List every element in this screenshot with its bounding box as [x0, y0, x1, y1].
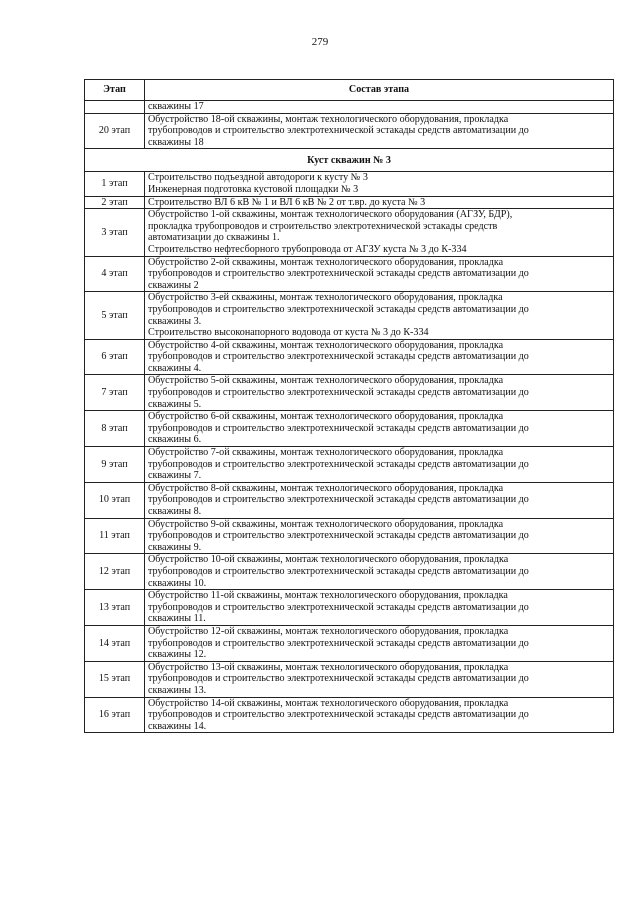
table-row — [85, 661, 614, 697]
table-row — [85, 625, 614, 661]
description-line: скважины 18 — [148, 136, 204, 148]
description-line: Строительство подъездной автодороги к кусту № 3 — [148, 172, 368, 184]
description-cell — [145, 209, 614, 256]
description-cell — [145, 375, 614, 411]
stage-cell: 8 этап — [85, 411, 145, 447]
stage-cell: 1 этап — [85, 172, 145, 196]
group-row — [85, 149, 614, 172]
description-cell — [145, 554, 614, 590]
stage-cell: 5 этап — [85, 292, 145, 339]
description-cell — [145, 482, 614, 518]
description-cell — [145, 292, 614, 339]
description-line: Обустройство 2-ой скважины, монтаж технологического оборудования, прокладка — [148, 256, 504, 268]
description-cell — [145, 697, 614, 733]
stage-cell: 2 этап — [85, 196, 145, 209]
stage-cell: 3 этап — [85, 209, 145, 256]
table-row — [85, 447, 614, 483]
group-section — [85, 149, 614, 172]
description-cell — [145, 196, 614, 209]
description-line: скважины 17 — [148, 101, 204, 112]
description-cell — [145, 101, 614, 114]
table-row — [85, 101, 614, 114]
description-line: трубопроводов и строительство электротехнической эстакады средств автоматизации до — [148, 709, 529, 721]
description-line: скважины 13. — [148, 684, 207, 696]
description-line: скважины 6. — [148, 434, 202, 446]
stage-cell: 20 этап — [85, 113, 145, 149]
description-line: трубопроводов и строительство электротехнической эстакады средств автоматизации до — [148, 530, 529, 542]
stage-cell: 9 этап — [85, 447, 145, 483]
description-line: скважины 5. — [148, 398, 202, 410]
table-row — [85, 196, 614, 209]
description-line: Обустройство 9-ой скважины, монтаж технологического оборудования, прокладка — [148, 518, 504, 530]
description-line: Обустройство 7-ой скважины, монтаж технологического оборудования, прокладка — [148, 447, 504, 459]
description-line: скважины 9. — [148, 541, 202, 553]
description-line: скважины 4. — [148, 362, 202, 374]
stage-cell: 7 этап — [85, 375, 145, 411]
description-cell — [145, 113, 614, 149]
description-line: Обустройство 18-ой скважины, монтаж технологического оборудования, прокладка — [148, 113, 509, 125]
header-stage: Этап — [85, 80, 145, 101]
description-cell — [145, 172, 614, 196]
description-line: скважины 7. — [148, 470, 202, 482]
table-row — [85, 292, 614, 339]
table-header-row — [85, 80, 614, 101]
description-line: трубопроводов и строительство электротехнической эстакады средств автоматизации до — [148, 458, 529, 470]
table-row — [85, 172, 614, 196]
table-row — [85, 411, 614, 447]
table-row — [85, 482, 614, 518]
description-line: скважины 3. — [148, 315, 202, 327]
stages-table — [84, 79, 614, 733]
description-line: Обустройство 14-ой скважины, монтаж технологического оборудования, прокладка — [148, 697, 509, 709]
description-line: трубопроводов и строительство электротехнической эстакады средств автоматизации до — [148, 303, 529, 315]
description-cell — [145, 590, 614, 626]
table-row — [85, 518, 614, 554]
description-line: скважины 11. — [148, 613, 206, 625]
table-body-before — [85, 101, 614, 149]
stage-cell — [85, 101, 145, 114]
description-line: трубопроводов и строительство электротехнической эстакады средств автоматизации до — [148, 125, 529, 137]
description-line: скважины 12. — [148, 649, 207, 661]
description-line: Обустройство 4-ой скважины, монтаж технологического оборудования, прокладка — [148, 339, 504, 351]
stage-cell: 12 этап — [85, 554, 145, 590]
description-line: Обустройство 13-ой скважины, монтаж технологического оборудования, прокладка — [148, 661, 509, 673]
description-line: скважины 8. — [148, 506, 202, 517]
group-title: Куст скважин № 3 — [85, 149, 614, 172]
description-cell — [145, 256, 614, 292]
stage-cell: 6 этап — [85, 339, 145, 375]
description-cell — [145, 411, 614, 447]
table-row — [85, 375, 614, 411]
description-cell — [145, 339, 614, 375]
description-line: трубопроводов и строительство электротехнической эстакады средств автоматизации до — [148, 637, 529, 649]
stage-cell: 4 этап — [85, 256, 145, 292]
table-row — [85, 554, 614, 590]
description-line: Строительство ВЛ 6 кВ № 1 и ВЛ 6 кВ № 2 от т.вр. до куста № 3 — [148, 196, 426, 208]
stage-cell: 10 этап — [85, 482, 145, 518]
description-line: трубопроводов и строительство электротехнической эстакады средств автоматизации до — [148, 673, 529, 685]
header-content: Состав этапа — [145, 80, 614, 101]
description-line: Обустройство 8-ой скважины, монтаж технологического оборудования, прокладка — [148, 482, 504, 494]
stage-cell: 11 этап — [85, 518, 145, 554]
stage-cell: 14 этап — [85, 625, 145, 661]
description-line: Инженерная подготовка кустовой площадки № 3 — [148, 183, 359, 195]
stage-cell: 15 этап — [85, 661, 145, 697]
table-row — [85, 697, 614, 733]
description-line: прокладка трубопроводов и строительство электротехнической эстакады средств — [148, 220, 498, 232]
description-line: трубопроводов и строительство электротехнической эстакады средств автоматизации до — [148, 494, 529, 506]
description-line: Обустройство 11-ой скважины, монтаж технологического оборудования, прокладка — [148, 590, 508, 602]
description-line: автоматизации до скважины 1. — [148, 232, 280, 244]
description-cell — [145, 518, 614, 554]
table-body-after — [85, 172, 614, 733]
description-line: Обустройство 12-ой скважины, монтаж технологического оборудования, прокладка — [148, 625, 509, 637]
description-line: Обустройство 6-ой скважины, монтаж технологического оборудования, прокладка — [148, 411, 504, 423]
table-row — [85, 113, 614, 149]
table-row — [85, 256, 614, 292]
stage-cell: 13 этап — [85, 590, 145, 626]
table-row — [85, 339, 614, 375]
description-line: трубопроводов и строительство электротехнической эстакады средств автоматизации до — [148, 601, 529, 613]
description-line: Строительство высоконапорного водовода от куста № 3 до К-334 — [148, 327, 429, 339]
description-line: трубопроводов и строительство электротехнической эстакады средств автоматизации до — [148, 565, 529, 577]
description-line: трубопроводов и строительство электротехнической эстакады средств автоматизации до — [148, 351, 529, 363]
description-cell — [145, 447, 614, 483]
table-row — [85, 590, 614, 626]
description-cell — [145, 661, 614, 697]
description-line: Строительство нефтесборного трубопровода от АГЗУ куста № 3 до К-334 — [148, 243, 467, 255]
page-number: 279 — [311, 36, 329, 48]
description-line: Обустройство 5-ой скважины, монтаж технологического оборудования, прокладка — [148, 375, 504, 387]
description-line: скважины 14. — [148, 720, 207, 732]
description-line: скважины 2 — [148, 279, 199, 291]
description-line: трубопроводов и строительство электротехнической эстакады средств автоматизации до — [148, 387, 529, 399]
table-row — [85, 209, 614, 256]
description-cell — [145, 625, 614, 661]
description-line: Обустройство 1-ой скважины, монтаж технологического оборудования (АГЗУ, БДР), — [148, 209, 513, 221]
stage-cell: 16 этап — [85, 697, 145, 733]
description-line: Обустройство 3-ей скважины, монтаж технологического оборудования, прокладка — [148, 292, 503, 304]
description-line: скважины 10. — [148, 577, 207, 589]
description-line: Обустройство 10-ой скважины, монтаж технологического оборудования, прокладка — [148, 554, 509, 566]
description-line: трубопроводов и строительство электротехнической эстакады средств автоматизации до — [148, 422, 529, 434]
description-line: трубопроводов и строительство электротехнической эстакады средств автоматизации до — [148, 268, 529, 280]
